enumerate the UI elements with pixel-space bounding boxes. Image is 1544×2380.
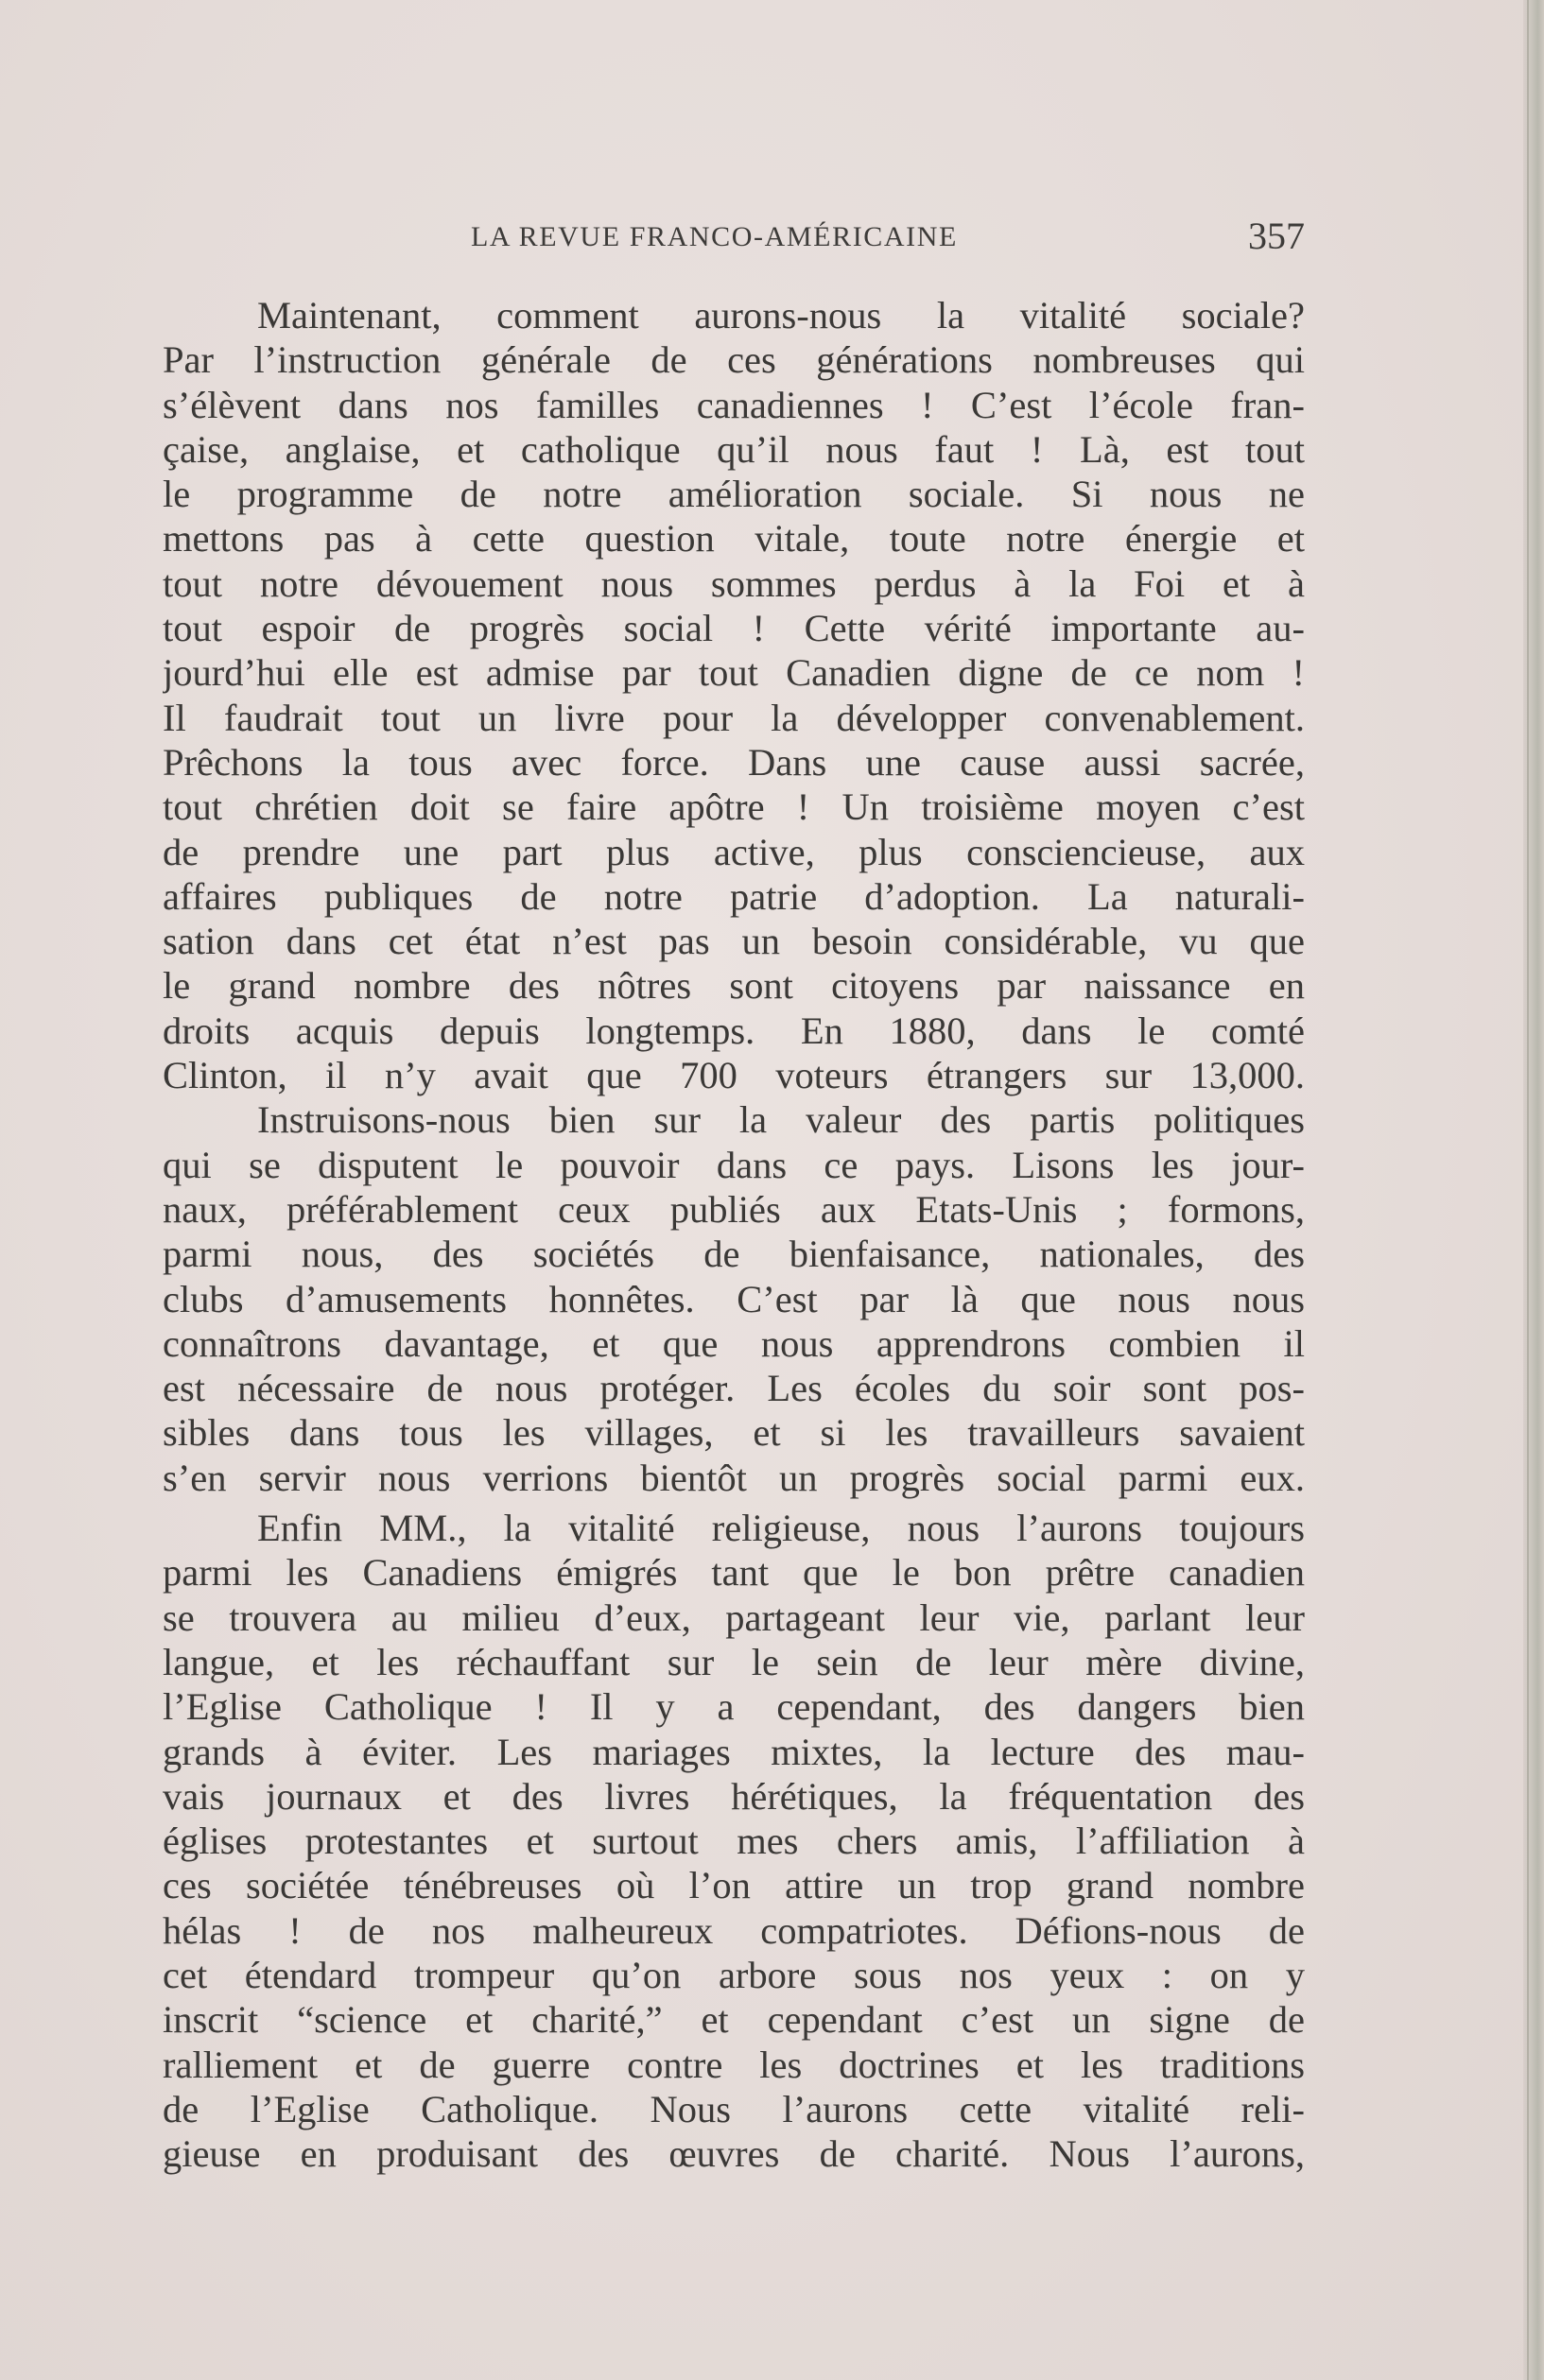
text-line: le programme de notre amélioration sociale. Si nous ne (163, 473, 1305, 516)
text-line: Il faudrait tout un livre pour la développer convenablement. (163, 696, 1305, 739)
text-line: ralliement et de guerre contre les doctrines et les traditions (163, 2043, 1305, 2086)
text-line: vais journaux et des livres hérétiques, la fréquentation des (163, 1774, 1305, 1818)
text-line: clubs d’amusements honnêtes. C’est par là que nous nous (163, 1277, 1305, 1320)
text-line: Clinton, il n’y avait que 700 voteurs étrangers sur 13,000. (163, 1054, 1305, 1097)
paragraph-2 (163, 1506, 1305, 2176)
text-line: ces sociétée ténébreuses où l’on attire un trop grand nombre (163, 1864, 1305, 1907)
text-line: langue, et les réchauffant sur le sein de leur mère divine, (163, 1640, 1305, 1683)
text-line: Instruisons-nous bien sur la valeur des partis politiques (257, 1098, 1305, 1142)
text-line: de prendre une part plus active, plus consciencieuse, aux (163, 830, 1305, 873)
paragraph-1 (163, 293, 1305, 1500)
text-line: sibles dans tous les villages, et si les travailleurs savaient (163, 1411, 1305, 1455)
text-line: naux, préférablement ceux publiés aux Etats-Unis ; formons, (163, 1187, 1305, 1231)
text-line: églises protestantes et surtout mes chers amis, l’affiliation à (163, 1819, 1305, 1863)
text-line: mettons pas à cette question vitale, toute notre énergie et (163, 517, 1305, 561)
text-line: gieuse en produisant des œuvres de charité. Nous l’aurons, (163, 2132, 1305, 2176)
text-line: çaise, anglaise, et catholique qu’il nous faut ! Là, est tout (163, 427, 1305, 471)
text-line: Par l’instruction générale de ces générations nombreuses qui (163, 338, 1305, 382)
text-line: inscrit “science et charité,” et cependant c’est un signe de (163, 1998, 1305, 2042)
text-line: le grand nombre des nôtres sont citoyens par naissance en (163, 964, 1305, 1008)
text-line: Maintenant, comment aurons-nous la vitalité sociale? (257, 294, 1305, 336)
text-line: Enfin MM., la vitalité religieuse, nous l’aurons toujours (257, 1507, 1305, 1550)
text-line: s’en servir nous verrions bientôt un progrès social parmi eux. (163, 1456, 1305, 1499)
text-line: l’Eglise Catholique ! Il y a cependant, des dangers bien (163, 1685, 1305, 1729)
text-line: est nécessaire de nous protéger. Les écoles du soir sont pos- (163, 1367, 1305, 1410)
text-line: de l’Eglise Catholique. Nous l’aurons cette vitalité reli- (163, 2087, 1305, 2130)
text-line: cet étendard trompeur qu’on arbore sous nos yeux : on y (163, 1953, 1305, 1996)
text-line: tout espoir de progrès social ! Cette vérité importante au- (163, 607, 1305, 650)
text-line: sation dans cet état n’est pas un besoin considérable, vu que (163, 920, 1305, 963)
text-line: s’élèvent dans nos familles canadiennes ! C’est l’école fran- (163, 383, 1305, 426)
text-line: parmi nous, des sociétés de bienfaisance, nationales, des (163, 1233, 1305, 1276)
text-line: grands à éviter. Les mariages mixtes, la lecture des mau- (163, 1730, 1305, 1773)
text-line: Prêchons la tous avec force. Dans une cause aussi sacrée, (163, 740, 1305, 784)
text-line: se trouvera au milieu d’eux, partageant leur vie, parlant leur (163, 1595, 1305, 1639)
text-line: parmi les Canadiens émigrés tant que le bon prêtre canadien (163, 1551, 1305, 1595)
body-text (163, 293, 1305, 2176)
text-line: affaires publiques de notre patrie d’adoption. La naturali- (163, 874, 1305, 918)
text-line: tout chrétien doit se faire apôtre ! Un troisième moyen c’est (163, 785, 1305, 829)
text-line: droits acquis depuis longtemps. En 1880, dans le comté (163, 1009, 1305, 1052)
text-line: jourd’hui elle est admise par tout Canadien digne de ce nom ! (163, 651, 1305, 695)
page-number: 357 (1248, 215, 1305, 257)
text-line: tout notre dévouement nous sommes perdus à la Foi et à (163, 561, 1305, 605)
text-line: connaîtrons davantage, et que nous apprendrons combien il (163, 1321, 1305, 1365)
running-head (163, 215, 1305, 257)
text-line: hélas ! de nos malheureux compatriotes. Défions-nous de (163, 1908, 1305, 1952)
text-line: qui se disputent le pouvoir dans ce pays. Lisons les jour- (163, 1143, 1305, 1186)
binding-shadow-line (1527, 0, 1529, 2380)
journal-title: LA REVUE FRANCO-AMÉRICAINE (471, 221, 958, 252)
